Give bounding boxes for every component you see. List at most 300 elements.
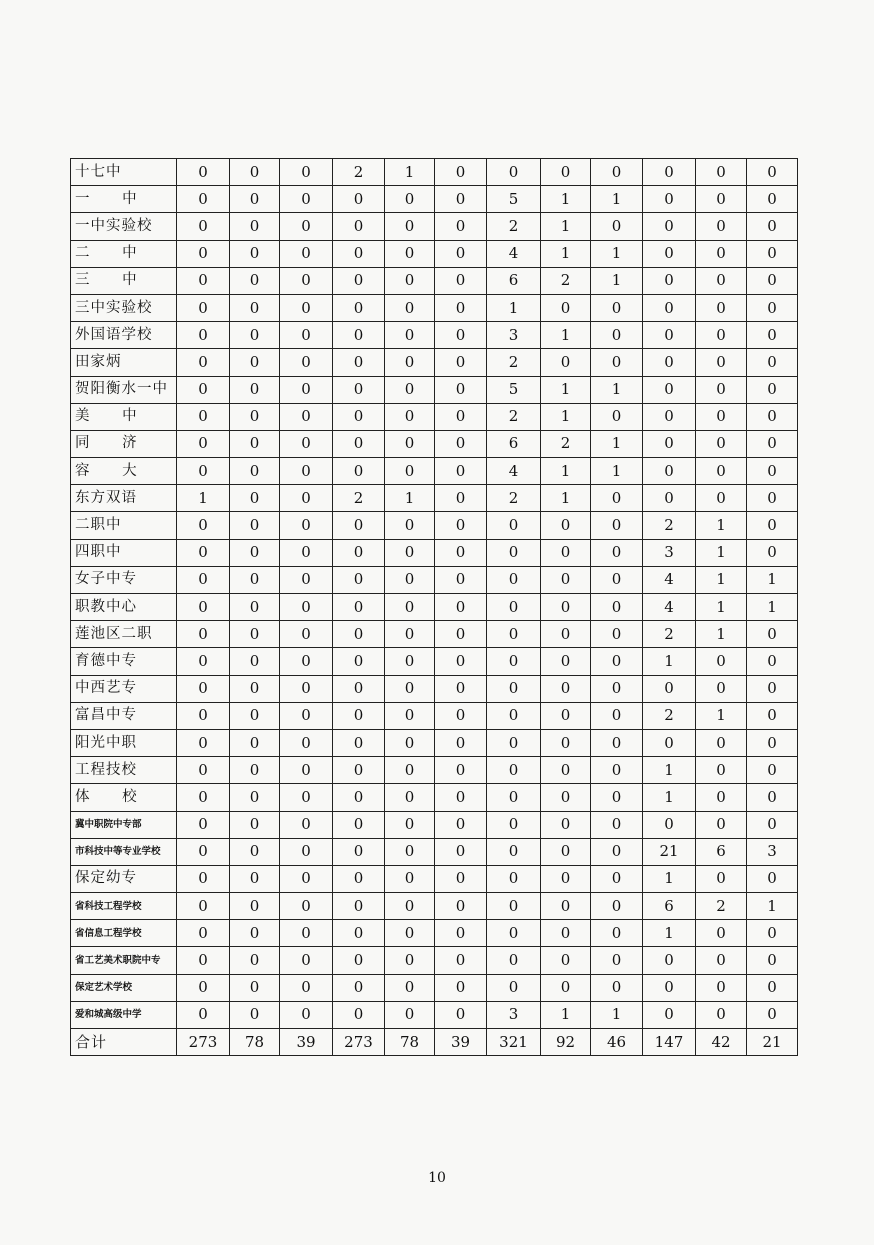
value-cell: 0 bbox=[333, 974, 385, 1001]
value-cell: 1 bbox=[541, 1001, 591, 1028]
value-cell: 0 bbox=[487, 893, 541, 920]
school-name-cell: 省信息工程学校 bbox=[71, 920, 177, 947]
value-cell: 0 bbox=[385, 267, 435, 294]
value-cell: 0 bbox=[591, 920, 643, 947]
value-cell: 0 bbox=[177, 757, 230, 784]
value-cell: 0 bbox=[643, 1001, 696, 1028]
value-cell: 0 bbox=[280, 485, 333, 512]
value-cell: 0 bbox=[385, 838, 435, 865]
school-name-cell: 四职中 bbox=[71, 539, 177, 566]
value-cell: 0 bbox=[385, 403, 435, 430]
value-cell: 0 bbox=[591, 512, 643, 539]
value-cell: 0 bbox=[541, 621, 591, 648]
value-cell: 0 bbox=[435, 784, 487, 811]
value-cell: 0 bbox=[541, 947, 591, 974]
value-cell: 0 bbox=[385, 539, 435, 566]
value-cell: 1 bbox=[696, 539, 747, 566]
value-cell: 0 bbox=[177, 539, 230, 566]
value-cell: 1 bbox=[696, 512, 747, 539]
value-cell: 0 bbox=[435, 811, 487, 838]
value-cell: 1 bbox=[696, 594, 747, 621]
value-cell: 0 bbox=[747, 403, 798, 430]
value-cell: 0 bbox=[230, 594, 280, 621]
value-cell: 0 bbox=[230, 893, 280, 920]
value-cell: 3 bbox=[747, 838, 798, 865]
value-cell: 0 bbox=[280, 322, 333, 349]
table-row bbox=[71, 403, 798, 430]
value-cell: 0 bbox=[333, 322, 385, 349]
school-name-cell: 东方双语 bbox=[71, 485, 177, 512]
value-cell: 0 bbox=[333, 403, 385, 430]
value-cell: 0 bbox=[385, 648, 435, 675]
value-cell: 1 bbox=[541, 376, 591, 403]
value-cell: 0 bbox=[591, 213, 643, 240]
value-cell: 0 bbox=[696, 729, 747, 756]
value-cell: 0 bbox=[591, 403, 643, 430]
value-cell: 0 bbox=[591, 838, 643, 865]
value-cell: 0 bbox=[435, 539, 487, 566]
value-cell: 0 bbox=[747, 512, 798, 539]
value-cell: 0 bbox=[747, 974, 798, 1001]
value-cell: 0 bbox=[435, 648, 487, 675]
value-cell: 2 bbox=[487, 403, 541, 430]
school-name-cell: 保定幼专 bbox=[71, 865, 177, 892]
value-cell: 0 bbox=[696, 947, 747, 974]
school-name-cell: 三中实验校 bbox=[71, 294, 177, 321]
value-cell: 0 bbox=[696, 675, 747, 702]
value-cell: 0 bbox=[333, 920, 385, 947]
school-name-cell: 体 校 bbox=[71, 784, 177, 811]
value-cell: 0 bbox=[230, 621, 280, 648]
value-cell: 0 bbox=[385, 675, 435, 702]
school-name-cell: 美 中 bbox=[71, 403, 177, 430]
value-cell: 0 bbox=[435, 729, 487, 756]
value-cell: 0 bbox=[230, 485, 280, 512]
value-cell: 0 bbox=[280, 947, 333, 974]
value-cell: 0 bbox=[435, 1001, 487, 1028]
value-cell: 1 bbox=[385, 159, 435, 186]
value-cell: 0 bbox=[747, 1001, 798, 1028]
table-row bbox=[71, 566, 798, 593]
total-cell: 147 bbox=[643, 1029, 696, 1056]
school-name-cell: 二 中 bbox=[71, 240, 177, 267]
value-cell: 0 bbox=[747, 267, 798, 294]
value-cell: 3 bbox=[643, 539, 696, 566]
value-cell: 1 bbox=[747, 893, 798, 920]
value-cell: 0 bbox=[333, 757, 385, 784]
value-cell: 2 bbox=[643, 512, 696, 539]
value-cell: 0 bbox=[385, 512, 435, 539]
value-cell: 0 bbox=[177, 322, 230, 349]
value-cell: 0 bbox=[385, 1001, 435, 1028]
value-cell: 0 bbox=[177, 947, 230, 974]
value-cell: 0 bbox=[333, 376, 385, 403]
school-name-cell: 保定艺术学校 bbox=[71, 974, 177, 1001]
value-cell: 0 bbox=[435, 267, 487, 294]
value-cell: 0 bbox=[385, 947, 435, 974]
table-row bbox=[71, 1001, 798, 1028]
value-cell: 0 bbox=[280, 594, 333, 621]
value-cell: 0 bbox=[643, 675, 696, 702]
value-cell: 0 bbox=[541, 539, 591, 566]
value-cell: 0 bbox=[435, 566, 487, 593]
value-cell: 0 bbox=[333, 675, 385, 702]
value-cell: 0 bbox=[385, 729, 435, 756]
value-cell: 0 bbox=[280, 838, 333, 865]
value-cell: 0 bbox=[177, 403, 230, 430]
school-name-cell: 育德中专 bbox=[71, 648, 177, 675]
value-cell: 0 bbox=[333, 566, 385, 593]
school-name-cell: 工程技校 bbox=[71, 757, 177, 784]
value-cell: 0 bbox=[747, 621, 798, 648]
value-cell: 0 bbox=[177, 186, 230, 213]
value-cell: 0 bbox=[643, 294, 696, 321]
value-cell: 0 bbox=[541, 702, 591, 729]
value-cell: 0 bbox=[177, 458, 230, 485]
value-cell: 0 bbox=[230, 729, 280, 756]
value-cell: 1 bbox=[591, 458, 643, 485]
value-cell: 0 bbox=[280, 920, 333, 947]
value-cell: 0 bbox=[177, 729, 230, 756]
table-row bbox=[71, 893, 798, 920]
value-cell: 0 bbox=[280, 240, 333, 267]
value-cell: 0 bbox=[230, 376, 280, 403]
value-cell: 3 bbox=[487, 322, 541, 349]
value-cell: 0 bbox=[696, 974, 747, 1001]
value-cell: 0 bbox=[643, 186, 696, 213]
value-cell: 0 bbox=[747, 430, 798, 457]
value-cell: 0 bbox=[333, 865, 385, 892]
value-cell: 0 bbox=[435, 430, 487, 457]
school-name-cell: 冀中职院中专部 bbox=[71, 811, 177, 838]
value-cell: 0 bbox=[591, 322, 643, 349]
value-cell: 0 bbox=[230, 865, 280, 892]
value-cell: 0 bbox=[747, 349, 798, 376]
table-row bbox=[71, 159, 798, 186]
value-cell: 0 bbox=[280, 186, 333, 213]
value-cell: 0 bbox=[541, 594, 591, 621]
value-cell: 1 bbox=[177, 485, 230, 512]
value-cell: 0 bbox=[747, 702, 798, 729]
value-cell: 0 bbox=[435, 621, 487, 648]
value-cell: 0 bbox=[696, 865, 747, 892]
value-cell: 0 bbox=[230, 458, 280, 485]
total-cell: 78 bbox=[230, 1029, 280, 1056]
table-row bbox=[71, 811, 798, 838]
value-cell: 0 bbox=[230, 349, 280, 376]
value-cell: 0 bbox=[696, 430, 747, 457]
table-row bbox=[71, 458, 798, 485]
table-row bbox=[71, 594, 798, 621]
value-cell: 0 bbox=[747, 376, 798, 403]
value-cell: 1 bbox=[541, 322, 591, 349]
value-cell: 0 bbox=[333, 294, 385, 321]
school-name-cell: 二职中 bbox=[71, 512, 177, 539]
value-cell: 0 bbox=[591, 294, 643, 321]
table-row bbox=[71, 702, 798, 729]
value-cell: 0 bbox=[177, 376, 230, 403]
value-cell: 0 bbox=[541, 974, 591, 1001]
value-cell: 0 bbox=[591, 974, 643, 1001]
value-cell: 0 bbox=[541, 811, 591, 838]
value-cell: 0 bbox=[541, 159, 591, 186]
school-name-cell: 一 中 bbox=[71, 186, 177, 213]
value-cell: 0 bbox=[333, 702, 385, 729]
value-cell: 0 bbox=[333, 729, 385, 756]
total-row bbox=[71, 1029, 798, 1056]
school-name-cell: 莲池区二职 bbox=[71, 621, 177, 648]
table-row bbox=[71, 920, 798, 947]
value-cell: 0 bbox=[591, 757, 643, 784]
school-name-cell: 阳光中职 bbox=[71, 729, 177, 756]
value-cell: 0 bbox=[280, 621, 333, 648]
value-cell: 0 bbox=[643, 458, 696, 485]
value-cell: 0 bbox=[230, 267, 280, 294]
value-cell: 0 bbox=[435, 376, 487, 403]
table-row bbox=[71, 784, 798, 811]
value-cell: 0 bbox=[280, 675, 333, 702]
value-cell: 0 bbox=[280, 430, 333, 457]
value-cell: 0 bbox=[280, 213, 333, 240]
value-cell: 0 bbox=[643, 430, 696, 457]
value-cell: 0 bbox=[696, 267, 747, 294]
value-cell: 0 bbox=[591, 729, 643, 756]
value-cell: 0 bbox=[747, 539, 798, 566]
value-cell: 0 bbox=[487, 702, 541, 729]
value-cell: 0 bbox=[385, 322, 435, 349]
value-cell: 0 bbox=[385, 430, 435, 457]
value-cell: 0 bbox=[435, 294, 487, 321]
school-name-cell: 女子中专 bbox=[71, 566, 177, 593]
total-cell: 92 bbox=[541, 1029, 591, 1056]
value-cell: 0 bbox=[230, 1001, 280, 1028]
value-cell: 0 bbox=[541, 784, 591, 811]
value-cell: 0 bbox=[230, 512, 280, 539]
value-cell: 1 bbox=[643, 757, 696, 784]
value-cell: 0 bbox=[591, 566, 643, 593]
value-cell: 0 bbox=[696, 485, 747, 512]
table-row bbox=[71, 757, 798, 784]
value-cell: 0 bbox=[643, 485, 696, 512]
value-cell: 0 bbox=[333, 594, 385, 621]
value-cell: 0 bbox=[385, 920, 435, 947]
school-name-cell: 十七中 bbox=[71, 159, 177, 186]
value-cell: 0 bbox=[696, 757, 747, 784]
table-row bbox=[71, 729, 798, 756]
value-cell: 0 bbox=[333, 349, 385, 376]
value-cell: 1 bbox=[541, 213, 591, 240]
value-cell: 0 bbox=[333, 430, 385, 457]
value-cell: 0 bbox=[591, 811, 643, 838]
value-cell: 0 bbox=[280, 702, 333, 729]
value-cell: 0 bbox=[747, 729, 798, 756]
table-row bbox=[71, 376, 798, 403]
value-cell: 0 bbox=[385, 213, 435, 240]
value-cell: 0 bbox=[435, 512, 487, 539]
value-cell: 0 bbox=[435, 893, 487, 920]
value-cell: 0 bbox=[696, 159, 747, 186]
value-cell: 0 bbox=[541, 512, 591, 539]
value-cell: 0 bbox=[333, 811, 385, 838]
value-cell: 2 bbox=[696, 893, 747, 920]
value-cell: 0 bbox=[643, 349, 696, 376]
school-name-cell: 三 中 bbox=[71, 267, 177, 294]
value-cell: 0 bbox=[487, 865, 541, 892]
value-cell: 0 bbox=[591, 648, 643, 675]
value-cell: 0 bbox=[696, 403, 747, 430]
value-cell: 0 bbox=[487, 920, 541, 947]
value-cell: 0 bbox=[487, 729, 541, 756]
value-cell: 0 bbox=[385, 621, 435, 648]
value-cell: 0 bbox=[177, 566, 230, 593]
school-name-cell: 容 大 bbox=[71, 458, 177, 485]
value-cell: 0 bbox=[385, 974, 435, 1001]
value-cell: 0 bbox=[541, 349, 591, 376]
value-cell: 0 bbox=[435, 757, 487, 784]
value-cell: 0 bbox=[591, 485, 643, 512]
value-cell: 6 bbox=[643, 893, 696, 920]
value-cell: 0 bbox=[177, 811, 230, 838]
value-cell: 0 bbox=[541, 920, 591, 947]
value-cell: 0 bbox=[385, 594, 435, 621]
value-cell: 6 bbox=[487, 267, 541, 294]
value-cell: 0 bbox=[280, 729, 333, 756]
value-cell: 0 bbox=[280, 458, 333, 485]
value-cell: 0 bbox=[230, 213, 280, 240]
value-cell: 0 bbox=[230, 539, 280, 566]
value-cell: 0 bbox=[696, 240, 747, 267]
value-cell: 0 bbox=[280, 403, 333, 430]
value-cell: 0 bbox=[487, 594, 541, 621]
value-cell: 0 bbox=[487, 621, 541, 648]
value-cell: 0 bbox=[385, 240, 435, 267]
school-name-cell: 省工艺美术职院中专 bbox=[71, 947, 177, 974]
value-cell: 0 bbox=[643, 947, 696, 974]
value-cell: 0 bbox=[643, 974, 696, 1001]
value-cell: 0 bbox=[435, 458, 487, 485]
value-cell: 0 bbox=[747, 240, 798, 267]
value-cell: 0 bbox=[591, 702, 643, 729]
value-cell: 0 bbox=[385, 376, 435, 403]
value-cell: 1 bbox=[541, 485, 591, 512]
school-name-cell: 市科技中等专业学校 bbox=[71, 838, 177, 865]
value-cell: 0 bbox=[230, 675, 280, 702]
value-cell: 0 bbox=[747, 865, 798, 892]
value-cell: 0 bbox=[643, 811, 696, 838]
value-cell: 1 bbox=[696, 621, 747, 648]
value-cell: 2 bbox=[487, 349, 541, 376]
table-row bbox=[71, 648, 798, 675]
value-cell: 0 bbox=[487, 675, 541, 702]
value-cell: 0 bbox=[333, 648, 385, 675]
value-cell: 0 bbox=[177, 594, 230, 621]
value-cell: 0 bbox=[385, 784, 435, 811]
value-cell: 0 bbox=[435, 186, 487, 213]
value-cell: 0 bbox=[280, 539, 333, 566]
value-cell: 1 bbox=[643, 784, 696, 811]
total-cell: 39 bbox=[435, 1029, 487, 1056]
value-cell: 0 bbox=[591, 621, 643, 648]
value-cell: 0 bbox=[435, 485, 487, 512]
value-cell: 0 bbox=[747, 757, 798, 784]
table-row bbox=[71, 240, 798, 267]
value-cell: 0 bbox=[435, 322, 487, 349]
value-cell: 0 bbox=[435, 159, 487, 186]
value-cell: 0 bbox=[591, 865, 643, 892]
value-cell: 0 bbox=[747, 322, 798, 349]
value-cell: 0 bbox=[541, 729, 591, 756]
value-cell: 0 bbox=[333, 512, 385, 539]
value-cell: 1 bbox=[541, 403, 591, 430]
value-cell: 0 bbox=[591, 159, 643, 186]
value-cell: 0 bbox=[280, 349, 333, 376]
value-cell: 0 bbox=[333, 186, 385, 213]
school-name-cell: 职教中心 bbox=[71, 594, 177, 621]
value-cell: 0 bbox=[541, 675, 591, 702]
value-cell: 0 bbox=[747, 675, 798, 702]
value-cell: 1 bbox=[591, 1001, 643, 1028]
value-cell: 0 bbox=[385, 702, 435, 729]
value-cell: 0 bbox=[541, 294, 591, 321]
value-cell: 0 bbox=[333, 267, 385, 294]
value-cell: 0 bbox=[643, 159, 696, 186]
value-cell: 0 bbox=[696, 811, 747, 838]
value-cell: 0 bbox=[385, 186, 435, 213]
value-cell: 0 bbox=[280, 1001, 333, 1028]
total-cell: 42 bbox=[696, 1029, 747, 1056]
value-cell: 0 bbox=[696, 920, 747, 947]
value-cell: 0 bbox=[435, 702, 487, 729]
table-row bbox=[71, 213, 798, 240]
value-cell: 1 bbox=[643, 648, 696, 675]
value-cell: 0 bbox=[643, 376, 696, 403]
value-cell: 3 bbox=[487, 1001, 541, 1028]
table-row bbox=[71, 947, 798, 974]
value-cell: 0 bbox=[230, 648, 280, 675]
value-cell: 2 bbox=[643, 621, 696, 648]
value-cell: 0 bbox=[487, 648, 541, 675]
value-cell: 0 bbox=[333, 539, 385, 566]
value-cell: 0 bbox=[487, 838, 541, 865]
table-row bbox=[71, 294, 798, 321]
value-cell: 0 bbox=[643, 403, 696, 430]
value-cell: 0 bbox=[333, 893, 385, 920]
table-row bbox=[71, 186, 798, 213]
value-cell: 0 bbox=[385, 757, 435, 784]
value-cell: 2 bbox=[333, 485, 385, 512]
value-cell: 6 bbox=[487, 430, 541, 457]
value-cell: 0 bbox=[435, 240, 487, 267]
value-cell: 0 bbox=[747, 458, 798, 485]
value-cell: 0 bbox=[643, 213, 696, 240]
value-cell: 0 bbox=[177, 920, 230, 947]
value-cell: 5 bbox=[487, 376, 541, 403]
value-cell: 0 bbox=[230, 566, 280, 593]
value-cell: 0 bbox=[230, 920, 280, 947]
value-cell: 0 bbox=[435, 920, 487, 947]
value-cell: 0 bbox=[541, 865, 591, 892]
table-body bbox=[71, 159, 798, 1056]
value-cell: 0 bbox=[280, 865, 333, 892]
table-row bbox=[71, 675, 798, 702]
value-cell: 0 bbox=[177, 702, 230, 729]
value-cell: 0 bbox=[435, 947, 487, 974]
value-cell: 0 bbox=[280, 294, 333, 321]
value-cell: 0 bbox=[591, 349, 643, 376]
value-cell: 0 bbox=[591, 594, 643, 621]
value-cell: 1 bbox=[591, 186, 643, 213]
value-cell: 1 bbox=[747, 566, 798, 593]
